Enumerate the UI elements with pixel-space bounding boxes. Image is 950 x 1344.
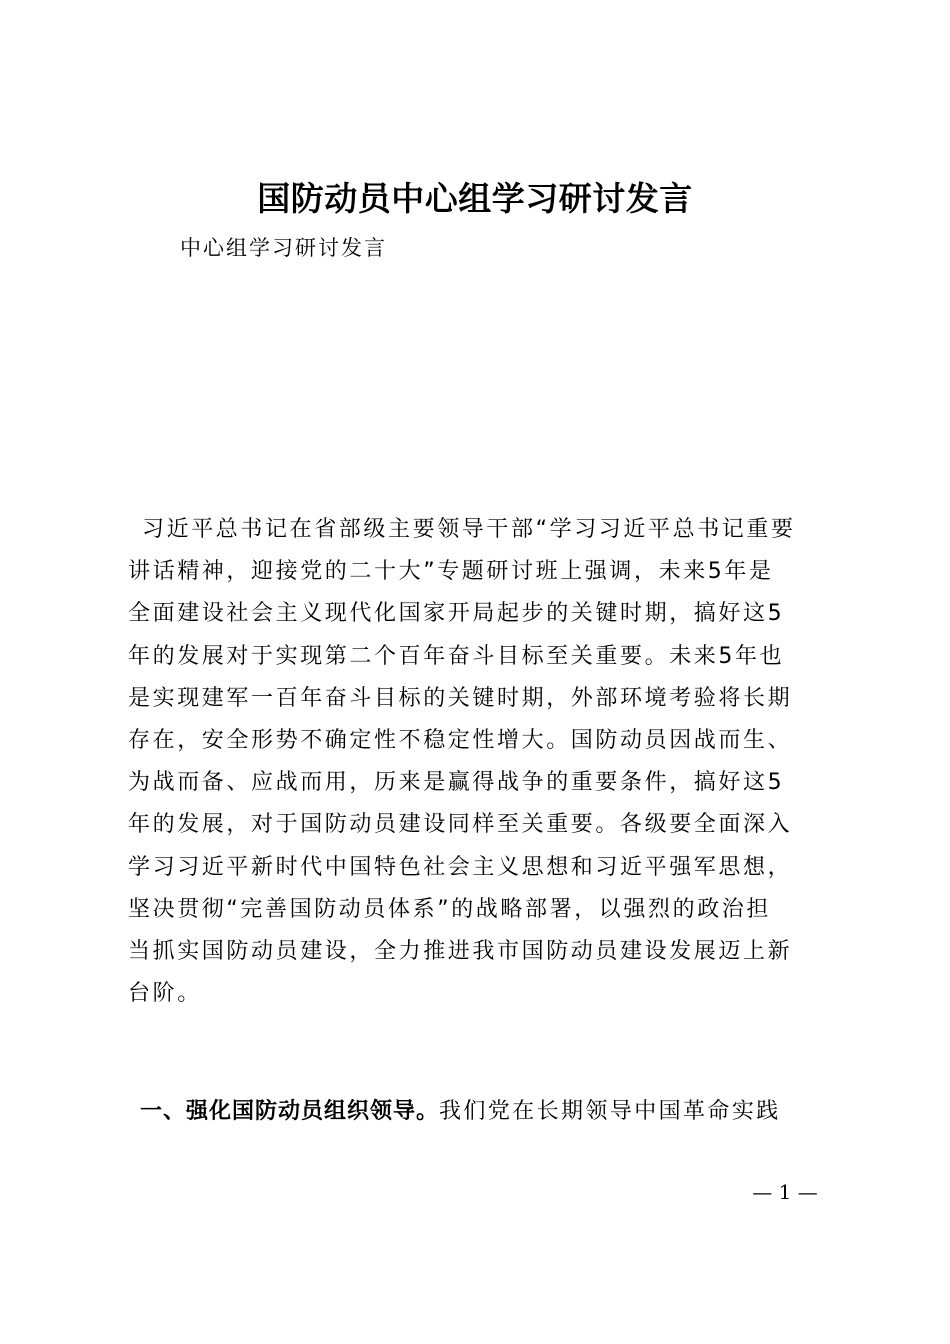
- body-line: 全面建设社会主义现代化国家开局起步的关键时期，搞好这5: [128, 601, 785, 627]
- body-line: 习近平总书记在省部级主要领导干部“学习习近平总书记重要: [142, 517, 796, 542]
- body-line: 是实现建军一百年奋斗目标的关键时期，外部环境考验将长期: [128, 685, 793, 711]
- section-text: 我们党在长期领导中国革命实践: [439, 1099, 781, 1124]
- body-paragraph: [128, 509, 834, 1015]
- body-line: 年的发展，对于国防动员建设同样至关重要。各级要全面深入: [128, 812, 793, 838]
- body-line: 讲话精神，迎接党的二十大”专题研讨班上强调，未来5年是: [128, 559, 774, 585]
- body-line: 坚决贯彻“完善国防动员体系”的战略部署，以强烈的政治担: [128, 896, 771, 922]
- body-line: 当抓实国防动员建设，全力推进我市国防动员建设发展迈上新: [128, 938, 793, 964]
- body-line: 学习习近平新时代中国特色社会主义思想和习近平强军思想，: [128, 854, 793, 880]
- section-one-paragraph: [140, 1091, 781, 1133]
- section-heading: 一、强化国防动员组织领导。: [140, 1099, 440, 1124]
- body-line: 存在，安全形势不确定性不稳定性增大。国防动员因战而生、: [128, 727, 793, 753]
- body-line: 台阶。: [128, 981, 202, 1007]
- body-line: 为战而备、应战而用，历来是赢得战争的重要条件，搞好这5: [128, 770, 785, 796]
- document-subtitle: 中心组学习研讨发言: [180, 236, 387, 260]
- page-number: — 1 —: [752, 1180, 818, 1204]
- body-line: 年的发展对于实现第二个百年奋斗目标至关重要。未来5年也: [128, 643, 785, 669]
- document-title: 国防动员中心组学习研讨发言: [257, 179, 693, 218]
